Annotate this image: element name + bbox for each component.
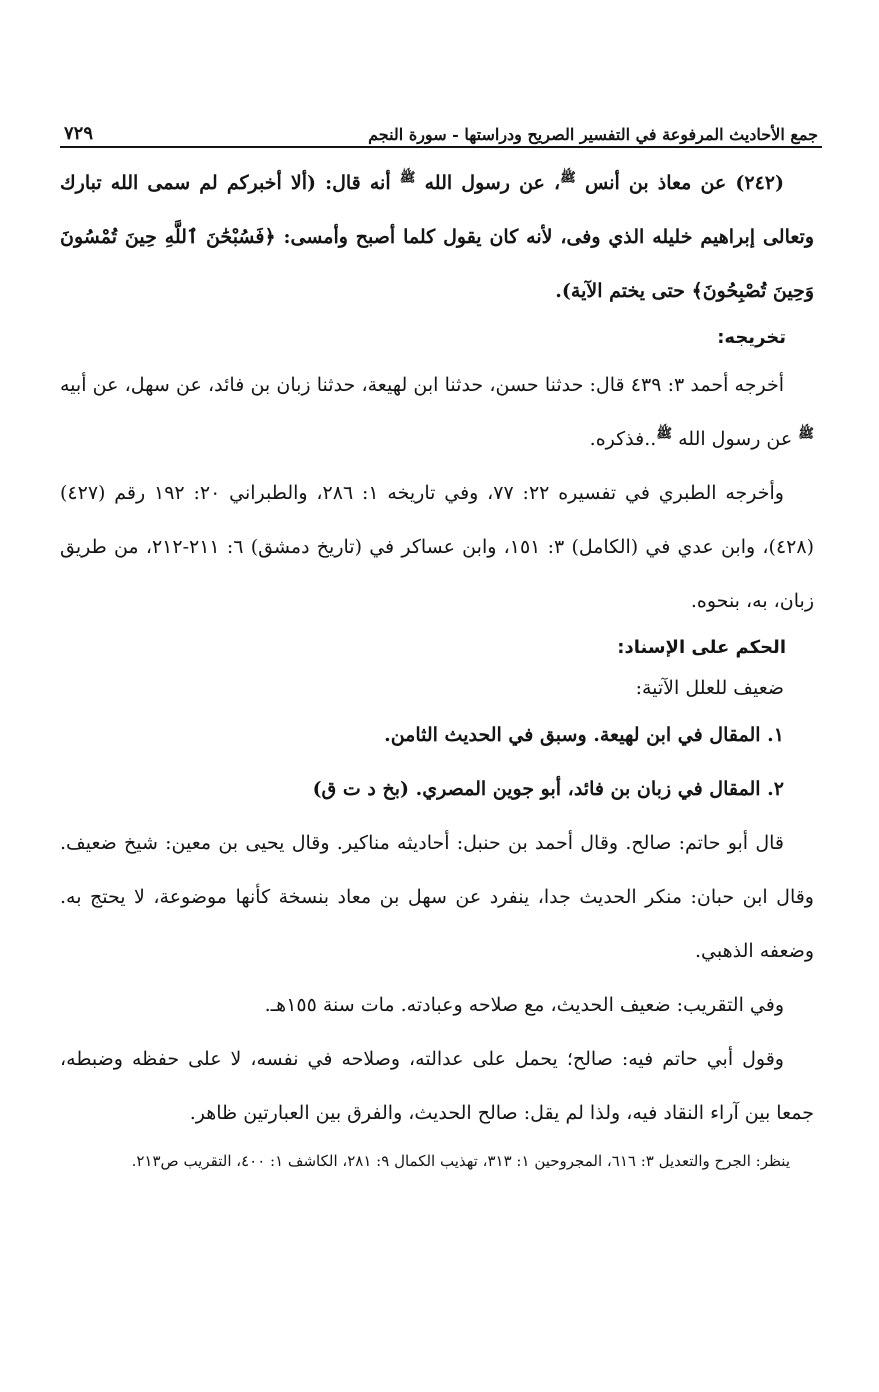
page-number: ٧٢٩ <box>64 123 94 144</box>
document-page <box>60 118 822 1180</box>
salawat-icon: ﷺ <box>656 426 673 442</box>
takhrij-text: أخرجه أحمد ٣: ٤٣٩ قال: حدثنا حسن، حدثنا ابن لهيعة، حدثنا زبان بن فائد، عن سهل، عن أبيه <box>60 374 784 396</box>
takhrij-heading: تخريجه: <box>717 327 786 348</box>
radiya-allah-anhu-icon: ﷺ <box>560 170 576 186</box>
takhrij-text-end: ..فذكره. <box>589 428 657 450</box>
hukm-intro: ضعيف للعلل الآتية: <box>635 677 784 699</box>
hukm-heading: الحكم على الإسناد: <box>617 637 786 658</box>
hadith-number: (٢٤٢) <box>735 172 785 194</box>
hadith-matn: أنه قال: (ألا أخبركم لم سمى الله تبارك وتعالى إبراهيم خليله الذي وفى، لأنه كان يقول كلما أصبح وأمسى: <box>60 172 814 248</box>
hadith-isnad: عن معاذ بن أنس <box>584 172 727 194</box>
hukm-paragraph-3: وقول أبي حاتم فيه: صالح؛ يحمل على عدالته، وصلاحه في نفسه، لا على حفظه وضبطه، جمعا بين آراء النقاد فيه، ولذا لم يقل: صالح الحديث، والفرق بين العبارتين ظاهر. <box>60 1048 814 1124</box>
illa-item-2: ٢. المقال في زبان بن فائد، أبو جوين المصري. (بخ د ت ق) <box>312 778 784 800</box>
hukm-paragraph-2: وفي التقريب: ضعيف الحديث، مع صلاحه وعبادته. مات سنة ١٥٥هـ. <box>264 994 784 1016</box>
header-title: جمع الأحاديث المرفوعة في التفسير الصريح ودراستها - سورة النجم <box>368 125 818 144</box>
hadith-text <box>60 156 814 318</box>
quran-verse: ﴿فَسُبْحَٰنَ ٱللَّهِ حِينَ تُمْسُونَ وَحِينَ تُصْبِحُونَ﴾ <box>60 226 814 302</box>
takhrij-paragraph-1 <box>60 358 814 466</box>
illa-item-1: ١. المقال في ابن لهيعة. وسبق في الحديث الثامن. <box>384 724 784 746</box>
references-footnote: ينظر: الجرح والتعديل ٣: ٦١٦، المجروحين ١: ٣١٣، تهذيب الكمال ٩: ٢٨١، الكاشف ١: ٤٠٠، التقريب ص٢١٣. <box>131 1152 790 1170</box>
hadith-isnad-mid: ، عن رسول الله <box>424 172 561 194</box>
hadith-matn-end: حتى يختم الآية). <box>555 280 685 302</box>
radiya-allah-anhu-icon: ﷺ <box>798 426 814 442</box>
running-header <box>60 118 822 148</box>
takhrij-text-mid: عن رسول الله <box>678 428 793 450</box>
hukm-paragraph-1: قال أبو حاتم: صالح. وقال أحمد بن حنبل: أحاديثه مناكير. وقال يحيى بن معين: شيخ ضعيف. وقال ابن حبان: منكر الحديث جدا، ينفرد عن سهل بن معاد بنسخة كأنها موضوعة، لا يحتج به. وضعفه الذهبي. <box>60 832 814 962</box>
takhrij-paragraph-2: وأخرجه الطبري في تفسيره ٢٢: ٧٧، وفي تاريخه ١: ٢٨٦، والطبراني ٢٠: ١٩٢ رقم (٤٢٧) (٤٢٨)، وابن عدي في (الكامل) ٣: ١٥١، وابن عساكر في (تاريخ دمشق) ٦: ٢١١-٢١٢، من طريق زبان، به، بنحوه. <box>60 482 814 612</box>
page-body <box>60 148 822 1180</box>
salawat-icon: ﷺ <box>399 170 416 186</box>
